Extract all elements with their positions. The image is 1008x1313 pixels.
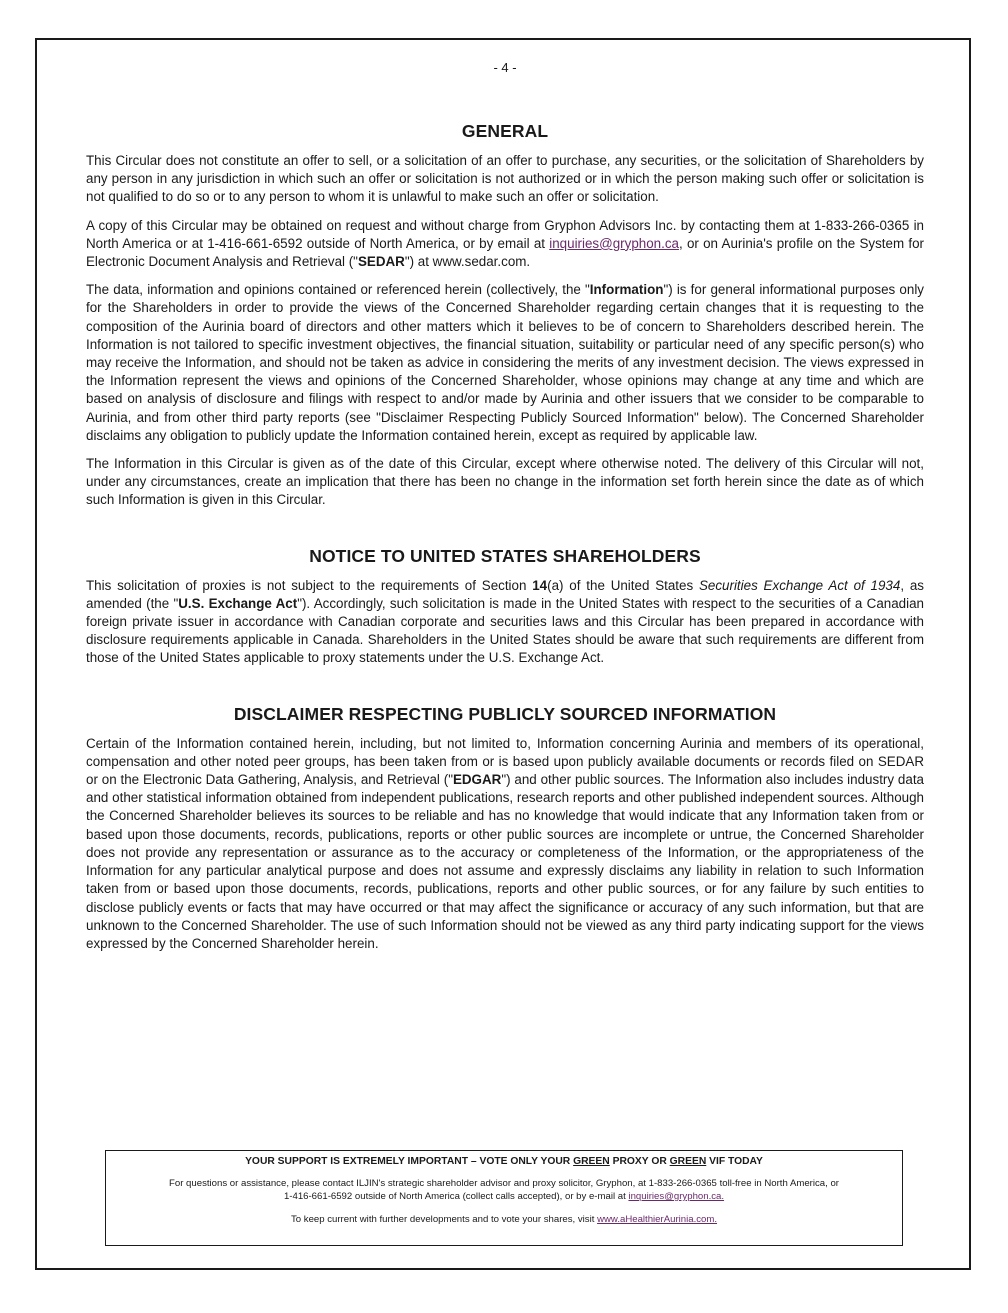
text-span: A copy of this Circular may be obtained on request and without charge from Gryphon Advisors Inc. by contacting them at 1-833-266-0365 in North America or at 1-416-661-6592 outside of North America, or by email at [86,217,924,251]
page-content [86,60,924,963]
text-span: YOUR SUPPORT IS EXTREMELY IMPORTANT – VOTE ONLY YOUR [245,1156,574,1167]
general-heading: GENERAL [461,121,549,141]
text-span: Certain of the Information contained herein, including, but not limited to, Information concerning Aurinia and members of its operational, compensation and other noted peer groups, has been taken from or is based upon publicly available documents or records filed on SEDAR or on the Electronic Data Gathering, Analysis, and Retrieval (" [86,735,924,788]
email-link[interactable]: inquiries@gryphon.ca [549,235,679,251]
green-emphasis: GREEN [573,1156,610,1167]
sedar-term: SEDAR [357,254,405,270]
us-notice-paragraph [86,577,924,668]
text-span: , or on Aurinia's profile on the System for Electronic Document Analysis and Retrieval (" [86,235,925,270]
footer-visit-text [106,1214,902,1225]
text-span: ") at www.sedar.com. [404,254,531,270]
general-paragraph-3 [86,281,924,445]
website-link[interactable]: www.aHealthierAurinia.com. [597,1214,718,1225]
text-span: (a) of the United States [547,577,699,593]
text-span: To keep current with further developments and to vote your shares, visit [290,1214,598,1225]
us-notice-heading: NOTICE TO UNITED STATES SHAREHOLDERS [309,545,701,566]
text-span: This solicitation of proxies is not subject to the requirements of Section [86,577,533,593]
us-exchange-act-term: U.S. Exchange Act [178,595,298,611]
footer-callout-box [105,1150,903,1246]
page-frame [35,38,971,1270]
text-span: PROXY OR [609,1156,670,1167]
page-number: - 4 - [493,60,517,75]
text-span: The data, information and opinions contained or referenced herein (collectively, the " [86,282,590,298]
green-emphasis: GREEN [669,1156,707,1167]
us-notice-section [86,546,924,668]
general-paragraph-4: The Information in this Circular is given as of the date of this Circular, except where otherwise noted. The delivery of this Circular will not, under any circumstances, create an implication that there has been no change in the information set forth herein since the date as of which such Information is given in this Circular. [86,456,924,508]
section-number: 14 [532,577,548,593]
information-term: Information [589,282,664,298]
text-span: For questions or assistance, please contact ILJIN's strategic shareholder advisor and proxy solicitor, Gryphon, at 1-833-266-0365 toll-free in North America, or 1-416-661-6592 outside of North America (collect calls accepted), or by e-mail at [169,1178,839,1202]
text-span: , as amended (the " [86,577,924,611]
text-span: ") and other public sources. The Information also includes industry data and other statistical information obtained from independent publications, research reports and other published independent sources. Although the Concerned Shareholder believes its sources to be reliable and has no knowledge that would indicate that any Information taken from or based upon those documents, records, publications, reports or other public sources are incomplete or untrue, the Concerned Shareholder does not provide any representation or assurance as to the accuracy or completeness of the Information, or the appropriateness of the Information for any particular analytical purpose and does not assume and expressly disclaims any liability in relation to such Information taken from or based upon those documents, records, publications, reports and other public sources, or for any failure by such entities to disclose publicly events or facts that may have occurred or that may affect the significance or accuracy of any such information, but that are unknown to the Concerned Shareholder. The use of such Information should not be viewed as any third party indicating support for the views expressed by the Concerned Shareholder herein. [86,772,924,951]
act-title: Securities Exchange Act of 1934 [698,577,901,593]
footer-headline [106,1156,902,1167]
footer-contact-text [166,1177,842,1203]
general-paragraph-2 [86,217,924,272]
text-span: ") is for general informational purposes only for the Shareholders in order to provide the views of the Concerned Shareholder regarding certain changes that it is requesting to the composition of the Aurinia board of directors and other matters which it believes to be of concern to Shareholders described herein. The Information is not tailored to specific investment objectives, the financial situation, suitability or particular need of any specific person(s) who may receive the Information, and should not be taken as advice in considering the merits of any investment decision. The views expressed in the Information represent the views and opinions of the Concerned Shareholder, whose opinions may change at any time and which are based on analysis of disclosure and filings with respect to and/or made by Aurinia and other issuers that we consider to be comparable to Aurinia, and from other third party reports (see "Disclaimer Respecting Publicly Sourced Information" below). The Concerned Shareholder disclaims any obligation to publicly update the Information contained herein, except as required by applicable law. [86,282,924,443]
disclaimer-section [86,704,924,953]
footer-email-link[interactable]: inquiries@gryphon.ca. [628,1191,725,1202]
disclaimer-heading: DISCLAIMER RESPECTING PUBLICLY SOURCED INFORMATION [233,703,777,724]
general-section [86,121,924,510]
text-span: "). Accordingly, such solicitation is made in the United States with respect to the securities of a Canadian foreign private issuer in accordance with Canadian corporate and securities laws and this Circular has been prepared in accordance with disclosure requirements applicable in Canada. Shareholders in the United States should be aware that such requirements are different from those of the United States applicable to proxy statements under the U.S. Exchange Act. [86,595,924,666]
general-paragraph-1: This Circular does not constitute an offer to sell, or a solicitation of an offer to purchase, any securities, or the solicitation of Shareholders by any person in any jurisdiction in which such an offer or solicitation is not authorized or in which the person making such offer or solicitation is not qualified to do so or to any person to whom it is unlawful to make such an offer or solicitation. [86,153,924,205]
edgar-term: EDGAR [452,772,502,788]
text-span: VIF TODAY [706,1156,763,1167]
disclaimer-paragraph [86,735,924,953]
